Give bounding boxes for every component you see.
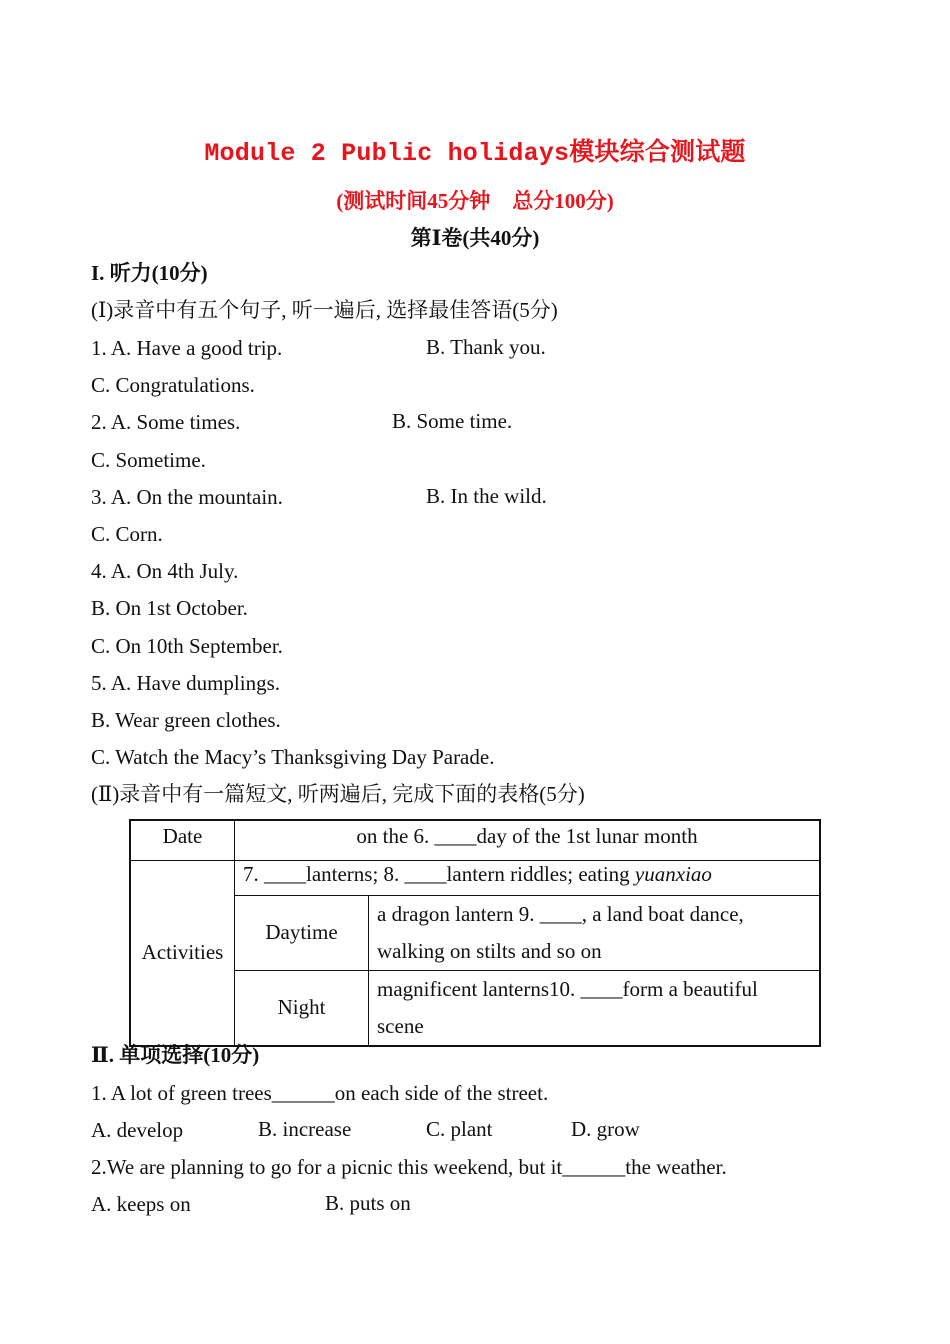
- q1-option-c: C. Congratulations.: [91, 373, 255, 397]
- section2-title: 单项选择(10分): [119, 1043, 260, 1067]
- title-english: Module 2 Public holidays: [204, 139, 570, 168]
- section1-title: 听力(10分): [109, 261, 208, 285]
- q3-option-b: B. In the wild.: [426, 484, 547, 508]
- mc-q2-text: 2.We are planning to go for a picnic this weekend, but it______the weather.: [91, 1155, 727, 1179]
- daytime-line-1: a dragon lantern 9. ____, a land boat dance,: [377, 901, 744, 926]
- document-title: [0, 132, 950, 168]
- test-info: [0, 185, 950, 215]
- night-line-1: magnificent lanterns10. ____form a beautiful: [377, 976, 758, 1001]
- listening-table: [129, 819, 821, 1047]
- q5-option-c: C. Watch the Macy’s Thanksgiving Day Parade.: [91, 745, 495, 769]
- section1-heading: [91, 260, 208, 286]
- table-row-activities: [130, 860, 820, 895]
- section2-heading: [91, 1042, 259, 1068]
- mc-q2-option-a: A. keeps on: [91, 1192, 191, 1216]
- q4-option-a: 4. A. On 4th July.: [91, 559, 239, 583]
- activities-italic: yuanxiao: [634, 861, 712, 886]
- q5-option-a: 5. A. Have dumplings.: [91, 671, 280, 695]
- night-line-2: scene: [377, 1013, 424, 1038]
- mc-q2-option-b: B. puts on: [325, 1191, 411, 1215]
- q2-option-c: C. Sometime.: [91, 448, 206, 472]
- date-label: Date: [130, 820, 235, 860]
- q4-option-c: C. On 10th September.: [91, 634, 283, 658]
- mc-q1-option-a: A. develop: [91, 1118, 184, 1142]
- q1-option-b: B. Thank you.: [426, 335, 546, 359]
- q2-option-b: B. Some time.: [392, 409, 513, 433]
- part2-instruction: (Ⅱ)录音中有一篇短文, 听两遍后, 完成下面的表格(5分): [91, 782, 585, 806]
- q5-option-b: B. Wear green clothes.: [91, 708, 281, 732]
- q3-option-a: 3. A. On the mountain.: [91, 485, 283, 509]
- daytime-content: [369, 895, 821, 970]
- volume-heading: 第Ⅰ卷(共40分): [410, 226, 540, 250]
- test-total-score: 总分100分): [512, 189, 614, 213]
- mc-q1-option-d: D. grow: [571, 1117, 640, 1141]
- activities-text: 7. ____lanterns; 8. ____lantern riddles; eating: [243, 861, 635, 886]
- date-value: on the 6. ____day of the 1st lunar month: [235, 820, 821, 860]
- test-duration: (测试时间45分钟: [336, 189, 491, 213]
- table-row-date: [130, 820, 820, 860]
- daytime-line-2: walking on stilts and so on: [377, 938, 602, 963]
- activities-label: Activities: [130, 860, 235, 1046]
- q4-option-b: B. On 1st October.: [91, 596, 248, 620]
- section1-number: I.: [91, 261, 105, 285]
- daytime-label: Daytime: [235, 895, 369, 970]
- title-chinese: 模块综合测试题: [569, 137, 746, 166]
- night-label: Night: [235, 970, 369, 1046]
- part1-instruction: (Ⅰ)录音中有五个句子, 听一遍后, 选择最佳答语(5分): [91, 298, 558, 322]
- q1-option-a: 1. A. Have a good trip.: [91, 336, 283, 360]
- q2-option-a: 2. A. Some times.: [91, 410, 241, 434]
- q3-option-c: C. Corn.: [91, 522, 163, 546]
- mc-q1-option-c: C. plant: [426, 1117, 493, 1141]
- mc-q1-text: 1. A lot of green trees______on each side of the street.: [91, 1081, 549, 1105]
- night-content: [369, 970, 821, 1046]
- mc-q1-option-b: B. increase: [258, 1117, 352, 1141]
- section2-number: Ⅱ.: [91, 1043, 114, 1067]
- activities-items: [235, 860, 821, 895]
